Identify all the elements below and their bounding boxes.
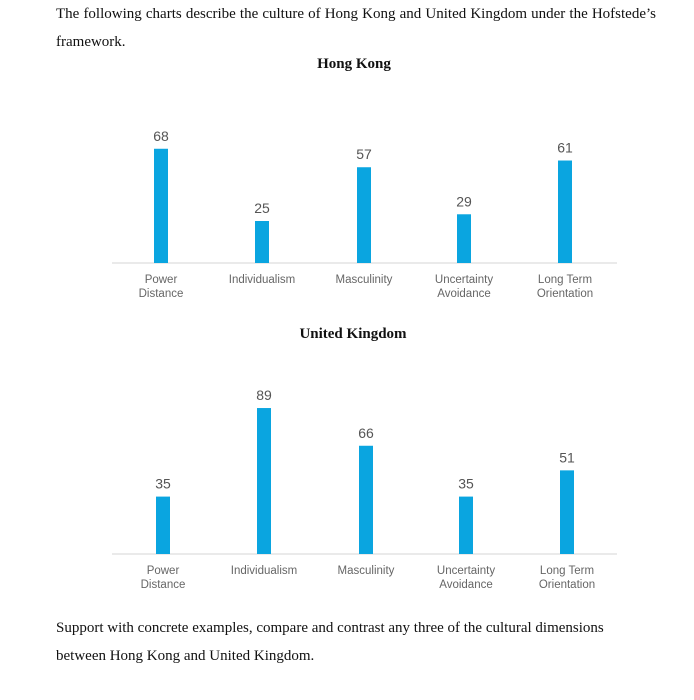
category-label: Masculinity [335,274,393,286]
category-label: Orientation [536,288,594,300]
data-label: 35 [155,475,171,492]
bar-chart-hong-kong [0,100,694,310]
data-label: 89 [256,387,272,404]
category-label: Distance [138,288,184,300]
bar [156,497,170,554]
category-label: Power [144,274,178,286]
category-label: Individualism [230,565,298,577]
bar [560,470,574,554]
category-label: Long Term [537,274,593,286]
bar [359,446,373,554]
data-label: 51 [559,449,575,466]
bar [255,221,269,263]
category-label: Uncertainty [434,274,494,286]
data-label: 29 [456,193,472,210]
category-label: Orientation [538,579,596,591]
data-label: 68 [153,127,169,144]
bar [558,161,572,263]
bar [154,149,168,263]
bar [357,167,371,263]
chart-title-hong-kong: Hong Kong [317,56,391,72]
data-label: 66 [358,424,374,441]
chart-title-united-kingdom: United Kingdom [299,326,407,342]
category-label: Uncertainty [436,565,496,577]
bar [459,497,473,554]
data-label: 57 [356,146,372,163]
data-label: 25 [254,200,270,216]
category-label: Avoidance [437,288,491,300]
intro-paragraph: The following charts describe the culture of Hong Kong and United Kingdom under the Hofstede’s framework. [56,6,656,50]
category-label: Long Term [539,565,595,577]
data-label: 61 [557,139,573,156]
category-label: Masculinity [337,565,395,577]
category-label: Power [146,565,180,577]
category-label: Avoidance [439,579,493,591]
question-paragraph: Support with concrete examples, compare and contrast any three of the cultural dimensions between Hong Kong and United Kingdom. [56,620,604,664]
bar [457,214,471,263]
category-label: Distance [140,579,186,591]
category-label: Individualism [228,274,296,286]
bar-chart-united-kingdom [0,370,694,600]
data-label: 35 [458,475,474,492]
bar [257,408,271,554]
